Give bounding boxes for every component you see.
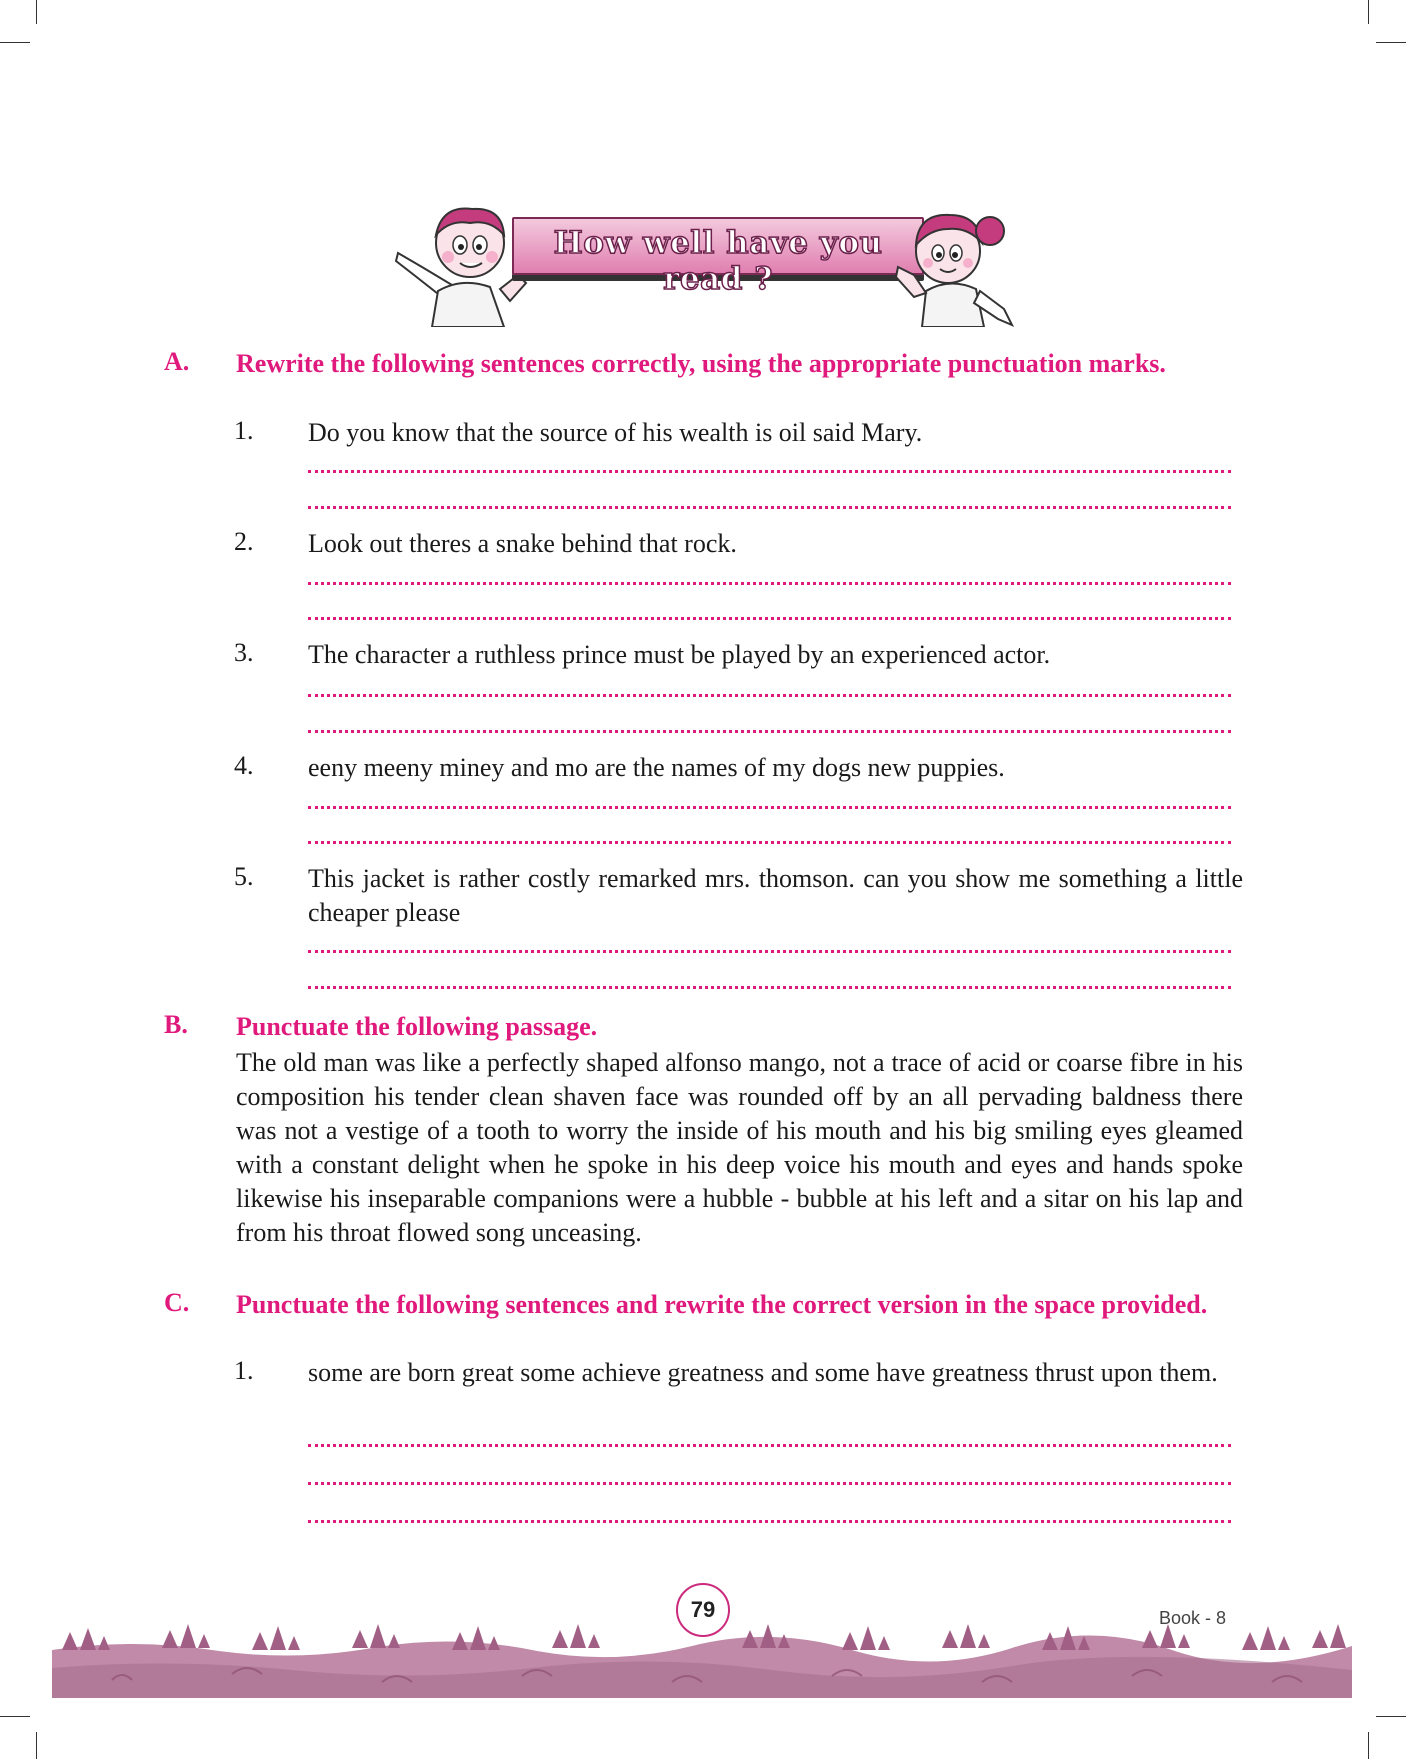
boy-illustration-icon (392, 205, 532, 327)
section-a-heading: Rewrite the following sentences correctly, using the appropriate punctuation marks. (236, 349, 1166, 378)
a-item-1-number: 1. (234, 416, 254, 445)
section-c-letter: C. (164, 1288, 190, 1317)
crop-mark (36, 1732, 37, 1759)
a-item-3-number: 3. (234, 638, 254, 667)
c-item-1-number: 1. (234, 1356, 254, 1385)
answer-line[interactable] (308, 1520, 1231, 1523)
c-item-1-text: some are born great some achieve greatness and some have greatness thrust upon them. (308, 1358, 1218, 1387)
page-number: 79 (676, 1583, 730, 1637)
answer-line[interactable] (308, 841, 1231, 844)
answer-line[interactable] (308, 582, 1231, 585)
a-item-1-text: Do you know that the source of his wealth is oil said Mary. (308, 418, 923, 447)
section-b-passage: The old man was like a perfectly shaped alfonso mango, not a trace of acid or coarse fibre in his composition his tender clean shaven face was rounded off by an all pervading baldness there was not a vestige of a tooth to worry the inside of his mouth and his big smiling eyes gleamed with a constant delight when he spoke in his deep voice his mouth and eyes and hands spoke likewise his inseparable companions were a hubble - bubble at his left and a sitar on his lap and from his throat flowed song unceasing. (236, 1048, 1243, 1247)
section-b-letter: B. (164, 1010, 188, 1039)
crop-mark (1376, 42, 1406, 43)
a-item-4-number: 4. (234, 751, 254, 780)
crop-mark (1368, 1732, 1369, 1759)
answer-line[interactable] (308, 730, 1231, 733)
a-item-2-number: 2. (234, 527, 254, 556)
answer-line[interactable] (308, 694, 1231, 697)
crop-mark (1376, 1716, 1406, 1717)
crop-mark (36, 0, 37, 24)
a-item-5-number: 5. (234, 862, 254, 891)
section-a-letter: A. (164, 347, 190, 376)
header-banner (392, 205, 1017, 327)
a-item-4-text: eeny meeny miney and mo are the names of my dogs new puppies. (308, 753, 1005, 782)
banner-plate (512, 217, 924, 297)
a-item-3-text: The character a ruthless prince must be played by an experienced actor. (308, 640, 1051, 669)
answer-line[interactable] (308, 986, 1231, 989)
answer-line[interactable] (308, 950, 1231, 953)
crop-mark (0, 42, 30, 43)
section-b-heading: Punctuate the following passage. (236, 1012, 598, 1041)
answer-line[interactable] (308, 1482, 1231, 1485)
answer-line[interactable] (308, 617, 1231, 620)
answer-line[interactable] (308, 806, 1231, 809)
answer-line[interactable] (308, 506, 1231, 509)
section-c-heading: Punctuate the following sentences and rewrite the correct version in the space provided. (236, 1290, 1208, 1319)
a-item-5-text: This jacket is rather costly remarked mrs. thomson. can you show me something a little cheaper please (308, 864, 1243, 927)
crop-mark (0, 1716, 30, 1717)
page-title: How well have you read ? (553, 225, 883, 297)
a-item-2-text: Look out theres a snake behind that rock. (308, 529, 737, 558)
crop-mark (1368, 0, 1369, 24)
book-label: Book - 8 (1159, 1608, 1227, 1628)
girl-illustration-icon (892, 205, 1017, 327)
answer-line[interactable] (308, 470, 1231, 473)
answer-line[interactable] (308, 1444, 1231, 1447)
